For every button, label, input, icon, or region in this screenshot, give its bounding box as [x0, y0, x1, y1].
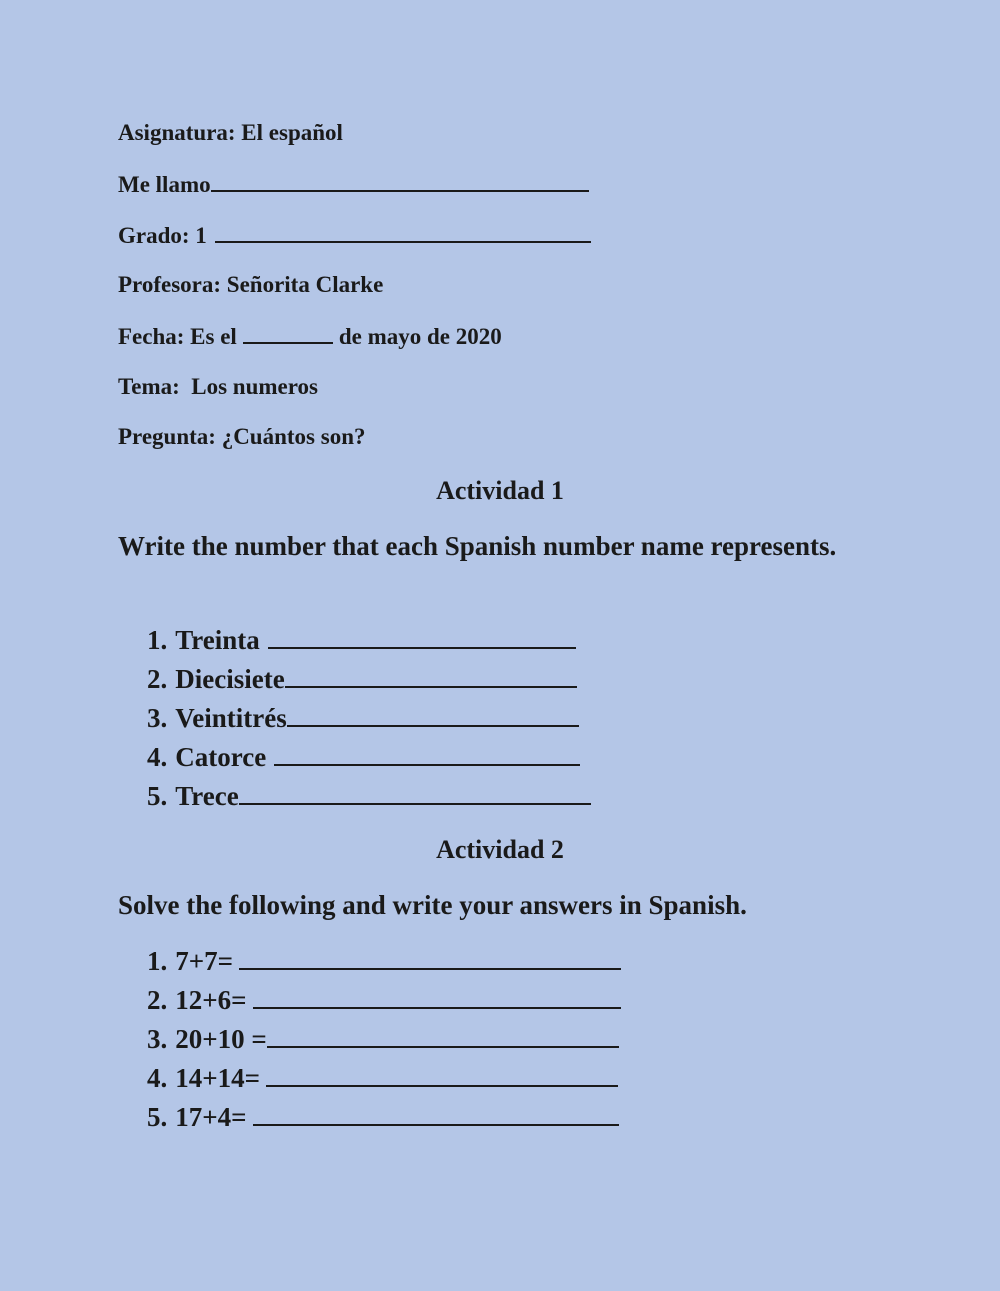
date-day-blank[interactable] — [243, 322, 333, 344]
activity1-title: Actividad 1 — [436, 476, 564, 505]
item-number: 1. — [147, 625, 168, 655]
activity2-title: Actividad 2 — [436, 835, 564, 864]
name-label: Me llamo — [118, 172, 211, 197]
item-text: 14+14= — [175, 1063, 261, 1093]
item-text: 20+10 = — [175, 1024, 267, 1054]
topic-line — [118, 373, 318, 401]
grade-line — [118, 221, 591, 250]
teacher-text: Profesora: Señorita Clarke — [118, 272, 384, 297]
item-number: 5. — [147, 781, 168, 811]
activity1-instructions: Write the number that each Spanish number name represents. — [118, 531, 837, 561]
item-number: 3. — [147, 703, 168, 733]
answer-blank[interactable] — [239, 781, 591, 805]
item-text: 17+4= — [175, 1102, 247, 1132]
subject-line — [118, 119, 343, 147]
answer-blank[interactable] — [253, 985, 621, 1009]
grade-answer-blank[interactable] — [215, 221, 591, 243]
answer-blank[interactable] — [285, 664, 577, 688]
item-text: Treinta — [175, 625, 260, 655]
item-text: 7+7= — [175, 946, 234, 976]
teacher-line — [118, 271, 383, 299]
question-text: Pregunta: ¿Cuántos son? — [118, 424, 366, 449]
item-number: 2. — [147, 985, 168, 1015]
answer-blank[interactable] — [274, 742, 580, 766]
date-suffix: de mayo de 2020 — [338, 324, 502, 349]
item-text: Catorce — [175, 742, 267, 772]
item-number: 4. — [147, 742, 168, 772]
activity1-item — [147, 624, 576, 656]
answer-blank[interactable] — [267, 1024, 619, 1048]
item-number: 1. — [147, 946, 168, 976]
activity1-item — [147, 702, 579, 734]
item-number: 3. — [147, 1024, 168, 1054]
answer-blank[interactable] — [266, 1063, 618, 1087]
name-answer-blank[interactable] — [211, 170, 589, 192]
activity2-item — [147, 1101, 619, 1133]
date-line — [118, 322, 502, 351]
item-number: 2. — [147, 664, 168, 694]
item-number: 4. — [147, 1063, 168, 1093]
item-text: Veintitrés — [175, 703, 287, 733]
activity2-item — [147, 1062, 618, 1094]
activity2-item — [147, 945, 621, 977]
answer-blank[interactable] — [287, 703, 579, 727]
activity1-item — [147, 663, 577, 695]
grade-label: Grado: 1 — [118, 223, 207, 248]
topic-text: Tema: Los numeros — [118, 374, 318, 399]
answer-blank[interactable] — [268, 625, 576, 649]
name-line — [118, 170, 589, 199]
item-text: Diecisiete — [175, 664, 285, 694]
activity2-instructions: Solve the following and write your answers in Spanish. — [118, 890, 747, 920]
activity1-item — [147, 741, 580, 773]
item-text: Trece — [175, 781, 239, 811]
question-line — [118, 423, 366, 451]
activity2-item — [147, 1023, 619, 1055]
activity2-item — [147, 984, 621, 1016]
activity1-item — [147, 780, 591, 812]
date-prefix: Fecha: Es el — [118, 324, 237, 349]
subject-text: Asignatura: El español — [118, 120, 343, 145]
answer-blank[interactable] — [239, 946, 621, 970]
item-text: 12+6= — [175, 985, 247, 1015]
item-number: 5. — [147, 1102, 168, 1132]
answer-blank[interactable] — [253, 1102, 619, 1126]
